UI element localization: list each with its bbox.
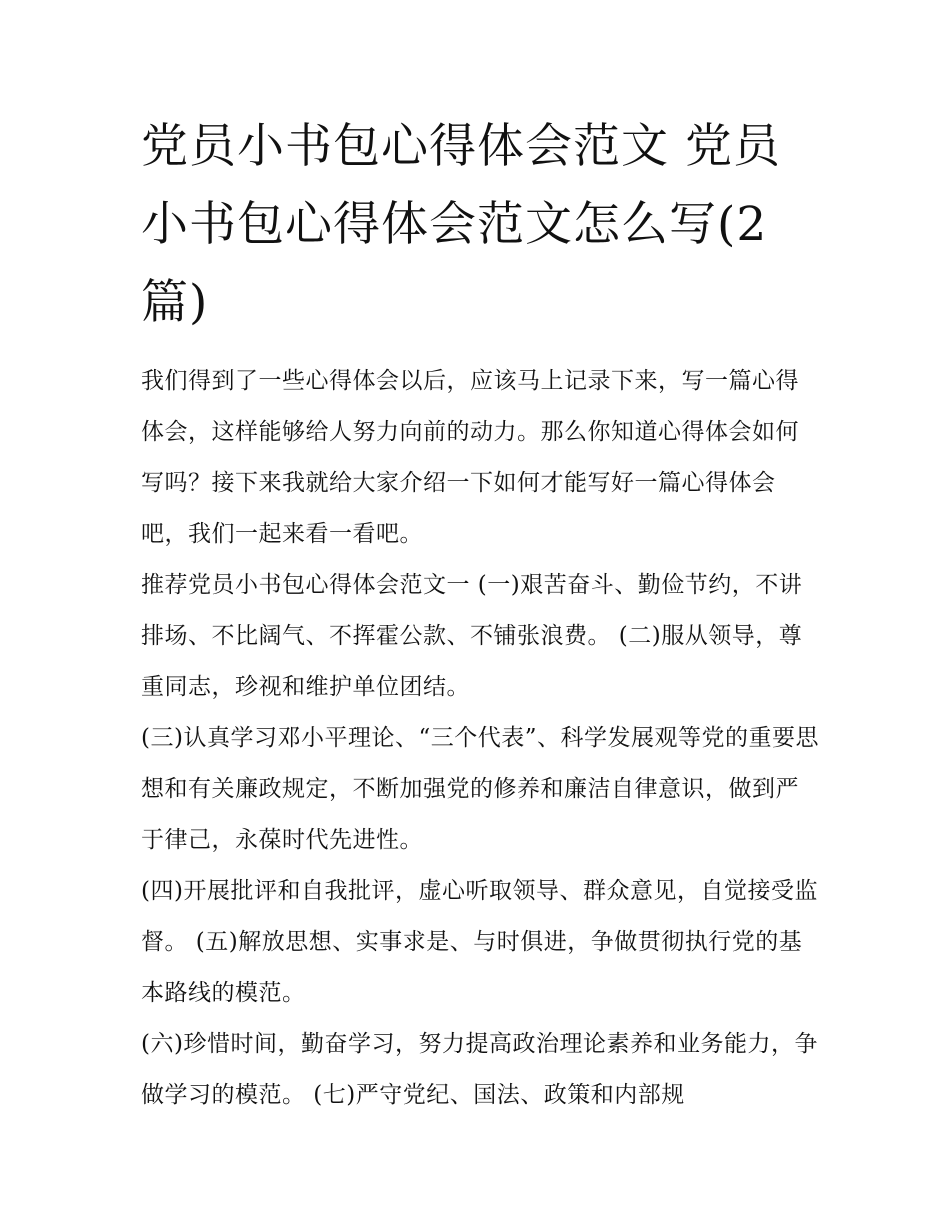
- document-title: 党员小书包心得体会范文 党员小书包心得体会范文怎么写(2篇): [141, 119, 781, 330]
- body-paragraph-2: (三)认真学习邓小平理论、“三个代表”、科学发展观等党的重要思想和有关廉政规定，不断加强党的修养和廉洁自律意识，做到严于律己，永葆时代先进性。: [141, 725, 819, 853]
- body-paragraph-3: (四)开展批评和自我批评，虚心听取领导、群众意见，自觉接受监督。 (五)解放思想、实事求是、与时俱进，争做贯彻执行党的基本路线的模范。: [141, 878, 818, 1006]
- body-paragraph-4: (六)珍惜时间，勤奋学习，努力提高政治理论素养和业务能力，争做学习的模范。 (七)严守党纪、国法、政策和内部规: [141, 1031, 818, 1108]
- body-paragraph-1: 推荐党员小书包心得体会范文一 (一)艰苦奋斗、勤俭节约，不讲排场、不比阔气、不挥霍公款、不铺张浪费。 (二)服从领导，尊重同志，珍视和维护单位团结。: [141, 572, 803, 700]
- intro-paragraph: 我们得到了一些心得体会以后，应该马上记录下来，写一篇心得体会，这样能够给人努力向前的动力。那么你知道心得体会如何写吗？接下来我就给大家介绍一下如何才能写好一篇心得体会吧，我们一起来看一看吧。: [141, 368, 799, 547]
